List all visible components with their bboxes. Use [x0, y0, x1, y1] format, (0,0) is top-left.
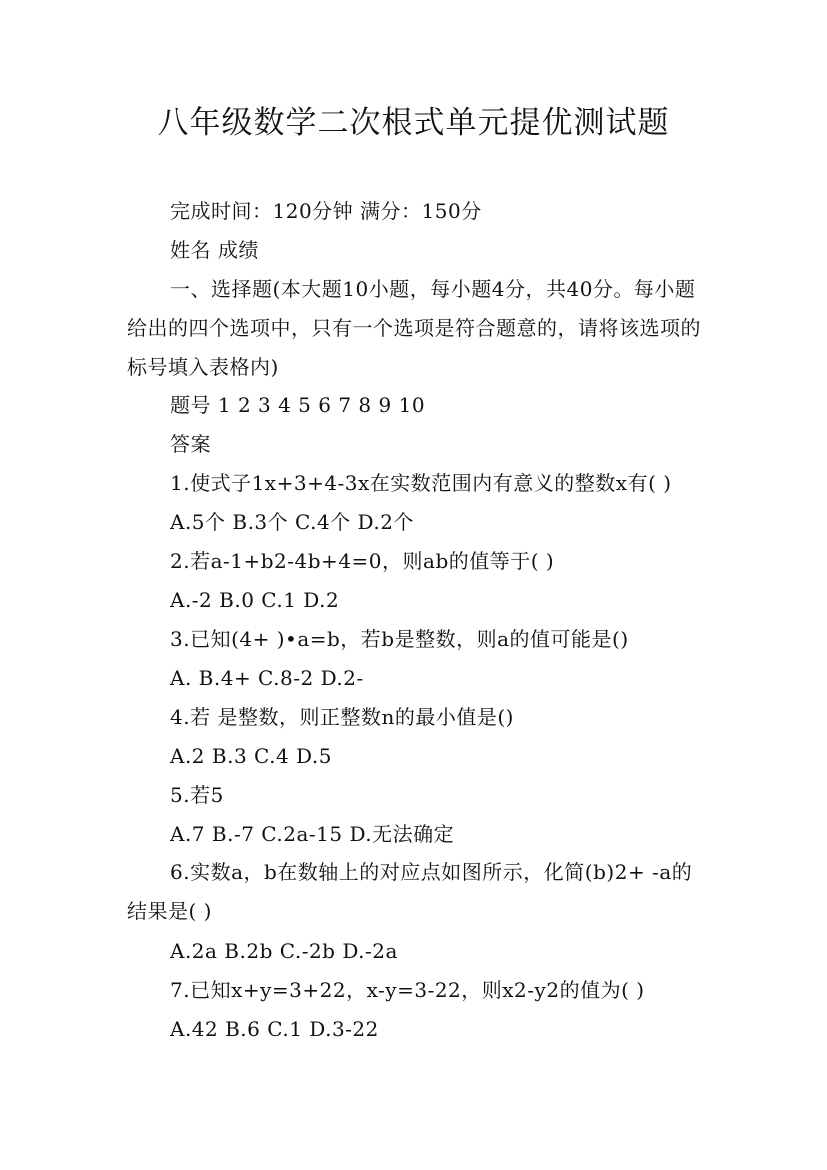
answer-table-answer-row: 答案	[170, 432, 211, 456]
exam-info-name: 姓名 成绩	[170, 238, 259, 262]
question-1-options: A.5个 B.3个 C.4个 D.2个	[170, 510, 414, 534]
question-6-options: A.2a B.2b C.-2b D.-2a	[170, 939, 398, 963]
question-5-options: A.7 B.-7 C.2a-15 D.无法确定	[170, 822, 455, 846]
question-5: 5.若5	[170, 783, 224, 807]
question-7: 7.已知x+y=3+22，x-y=3-22，则x2-y2的值为( )	[170, 978, 645, 1002]
question-2-options: A.-2 B.0 C.1 D.2	[170, 588, 340, 612]
section-one-instructions: 一、选择题(本大题10小题，每小题4分，共40分。每小题给出的四个选项中，只有一个选项是符合题意的，请将该选项的标号填入表格内)	[127, 277, 701, 379]
question-4-options: A.2 B.3 C.4 D.5	[170, 744, 332, 768]
document-title: 八年级数学二次根式单元提优测试题	[157, 105, 670, 141]
question-6: 6.实数a，b在数轴上的对应点如图所示，化简(b)2+ -a的结果是( )	[127, 860, 693, 923]
question-1: 1.使式子1x+3+4-3x在实数范围内有意义的整数x有( )	[170, 471, 672, 495]
question-4: 4.若 是整数，则正整数n的最小值是()	[170, 705, 514, 729]
question-3: 3.已知(4+ )•a=b，若b是整数，则a的值可能是()	[170, 627, 629, 651]
question-3-options: A. B.4+ C.8-2 D.2-	[170, 666, 364, 690]
question-7-options: A.42 B.6 C.1 D.3-22	[170, 1017, 379, 1041]
exam-info-time: 完成时间：120分钟 满分：150分	[170, 199, 482, 223]
answer-table-header: 题号 1 2 3 4 5 6 7 8 9 10	[170, 393, 426, 417]
question-2: 2.若a-1+b2-4b+4=0，则ab的值等于( )	[170, 549, 555, 573]
